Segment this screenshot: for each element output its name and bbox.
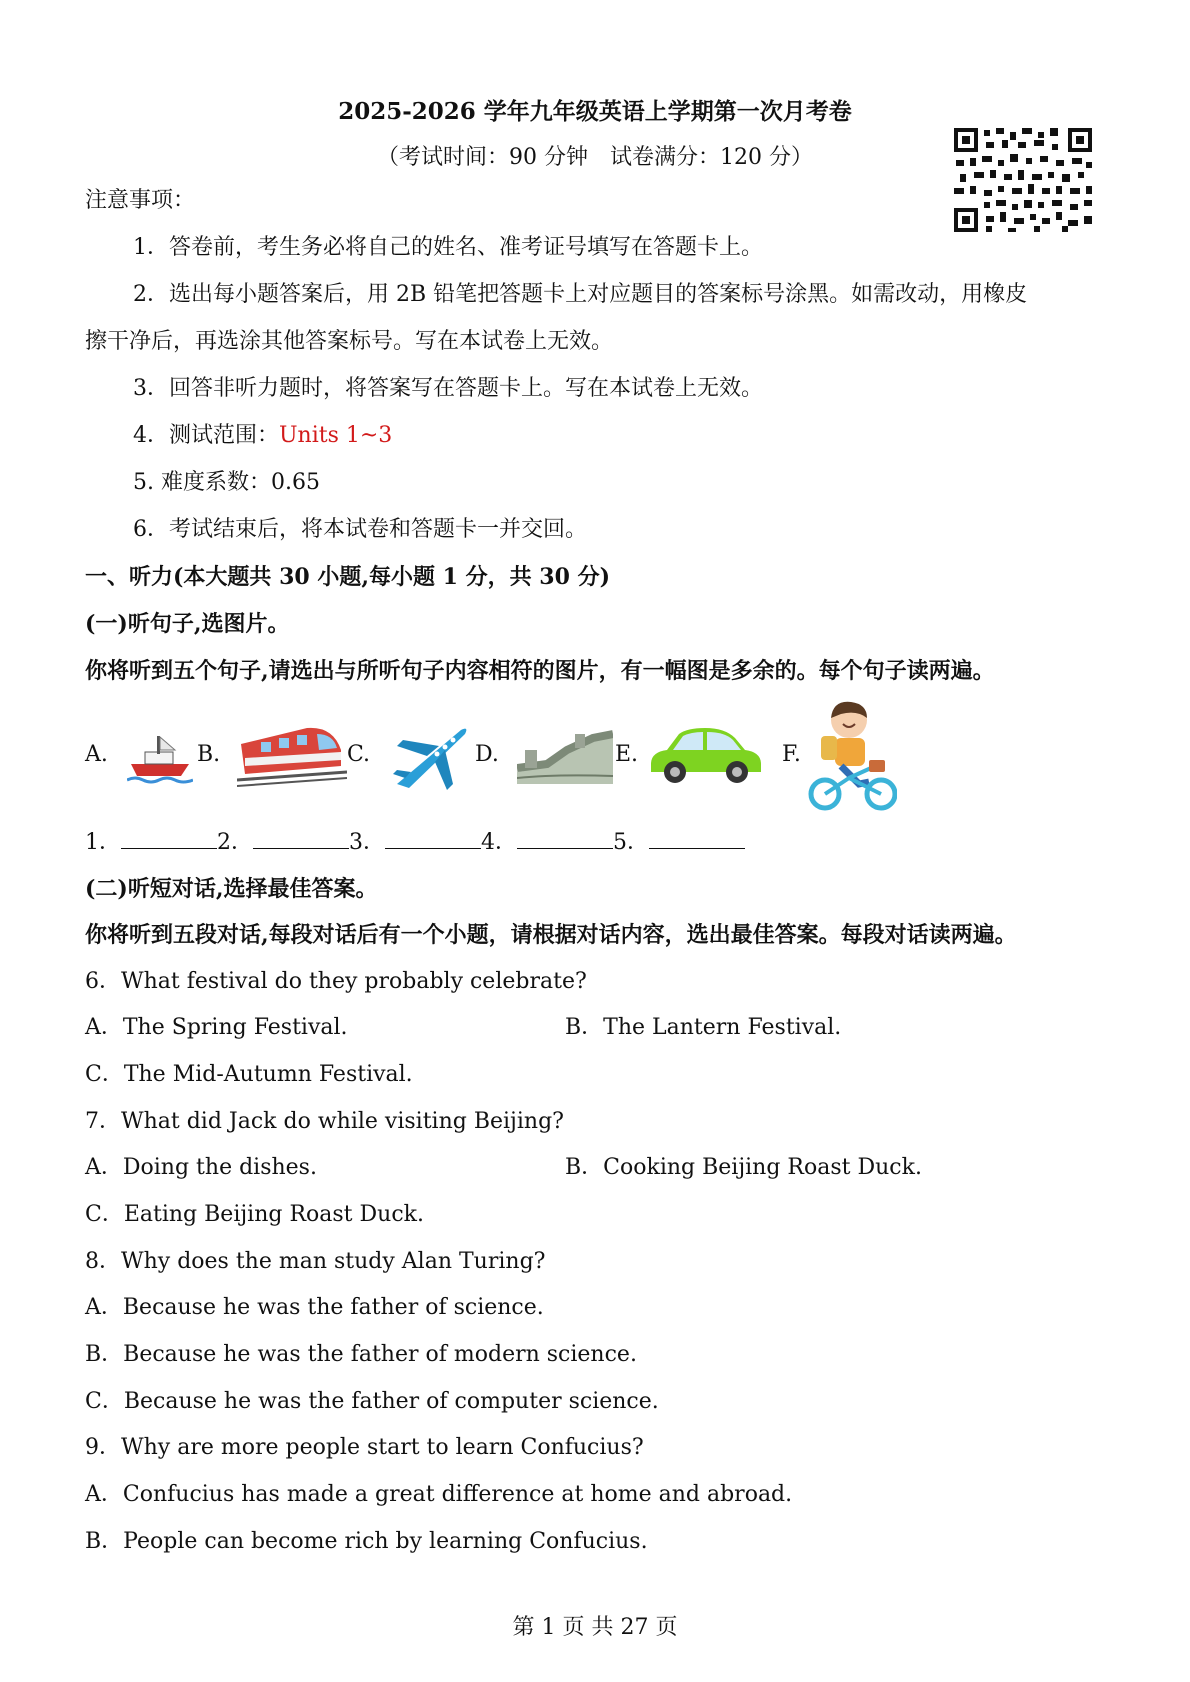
- section-1-heading: 一、听力(本大题共 30 小题,每小题 1 分，共 30 分): [85, 564, 610, 590]
- notice-item-5: 5. 难度系数：0.65: [133, 470, 320, 495]
- notice-item-2: 2．选出每小题答案后，用 2B 铅笔把答题卡上对应题目的答案标号涂黑。如需改动，用橡皮: [133, 282, 1028, 307]
- ship-icon: [127, 728, 193, 784]
- answer-blank-4[interactable]: [517, 828, 613, 849]
- part-1-heading: (一)听句子,选图片。: [85, 611, 290, 637]
- q8-option-c[interactable]: C．Because he was the father of computer science.: [85, 1389, 659, 1414]
- question-8: 8．Why does the man study Alan Turing?: [85, 1249, 546, 1274]
- q7-option-b[interactable]: B．Cooking Beijing Roast Duck.: [565, 1155, 922, 1180]
- blank-label-4: 4．: [481, 830, 517, 855]
- question-9: 9．Why are more people start to learn Confucius?: [85, 1435, 644, 1460]
- q6-option-a[interactable]: A．The Spring Festival.: [85, 1015, 348, 1040]
- answer-blanks: [85, 828, 745, 858]
- part-1-instruction: 你将听到五个句子,请选出与所听句子内容相符的图片，有一幅图是多余的。每个句子读两遍。: [85, 658, 995, 684]
- part-2-heading: (二)听短对话,选择最佳答案。: [85, 876, 378, 902]
- answer-blank-1[interactable]: [121, 828, 217, 849]
- car-icon: [645, 724, 765, 786]
- option-label-a: A.: [85, 742, 108, 767]
- boy-on-bicycle-icon: [805, 698, 897, 814]
- great-wall-icon: [517, 728, 613, 784]
- q7-option-a[interactable]: A．Doing the dishes.: [85, 1155, 317, 1180]
- answer-blank-2[interactable]: [253, 828, 349, 849]
- answer-blank-5[interactable]: [649, 828, 745, 849]
- blank-label-3: 3．: [349, 830, 385, 855]
- q8-option-b[interactable]: B．Because he was the father of modern science.: [85, 1342, 637, 1367]
- part-2-instruction: 你将听到五段对话,每段对话后有一个小题，请根据对话内容，选出最佳答案。每段对话读两遍。: [85, 922, 1017, 948]
- question-7: 7．What did Jack do while visiting Beijing?: [85, 1109, 564, 1134]
- page-footer: 第 1 页 共 27 页: [512, 1615, 678, 1640]
- question-6: 6．What festival do they probably celebrate?: [85, 969, 587, 994]
- blank-label-2: 2．: [217, 830, 253, 855]
- q8-option-a[interactable]: A．Because he was the father of science.: [85, 1295, 544, 1320]
- q6-option-c[interactable]: C．The Mid-Autumn Festival.: [85, 1062, 413, 1087]
- answer-blank-3[interactable]: [385, 828, 481, 849]
- notice-item-4-label: 4．测试范围：: [133, 423, 279, 448]
- airplane-icon: [391, 722, 471, 790]
- page-title: 2025-2026 学年九年级英语上学期第一次月考卷: [338, 98, 852, 125]
- exam-info: （考试时间：90 分钟 试卷满分：120 分）: [377, 145, 813, 170]
- notice-heading: 注意事项：: [85, 188, 196, 213]
- option-label-e: E.: [615, 742, 639, 767]
- option-label-d: D.: [475, 742, 499, 767]
- notice-item-3: 3．回答非听力题时，将答案写在答题卡上。写在本试卷上无效。: [133, 376, 763, 401]
- qr-code-icon: [952, 126, 1094, 234]
- notice-item-4: [133, 421, 392, 451]
- blank-label-1: 1．: [85, 830, 121, 855]
- q7-option-c[interactable]: C．Eating Beijing Roast Duck.: [85, 1202, 424, 1227]
- notice-item-6: 6．考试结束后，将本试卷和答题卡一并交回。: [133, 517, 587, 542]
- train-icon: [237, 720, 347, 788]
- q9-option-a[interactable]: A．Confucius has made a great difference at home and abroad.: [85, 1482, 793, 1507]
- q9-option-b[interactable]: B．People can become rich by learning Confucius.: [85, 1529, 648, 1554]
- picture-options: [85, 700, 1085, 820]
- notice-item-2-cont: 擦干净后，再选涂其他答案标号。写在本试卷上无效。: [85, 329, 614, 354]
- notice-item-1: 1．答卷前，考生务必将自己的姓名、准考证号填写在答题卡上。: [133, 235, 763, 260]
- test-scope-value: Units 1~3: [279, 423, 393, 448]
- q6-option-b[interactable]: B．The Lantern Festival.: [565, 1015, 842, 1040]
- option-label-b: B.: [197, 742, 221, 767]
- option-label-f: F.: [782, 742, 801, 767]
- option-label-c: C.: [347, 742, 371, 767]
- blank-label-5: 5．: [613, 830, 649, 855]
